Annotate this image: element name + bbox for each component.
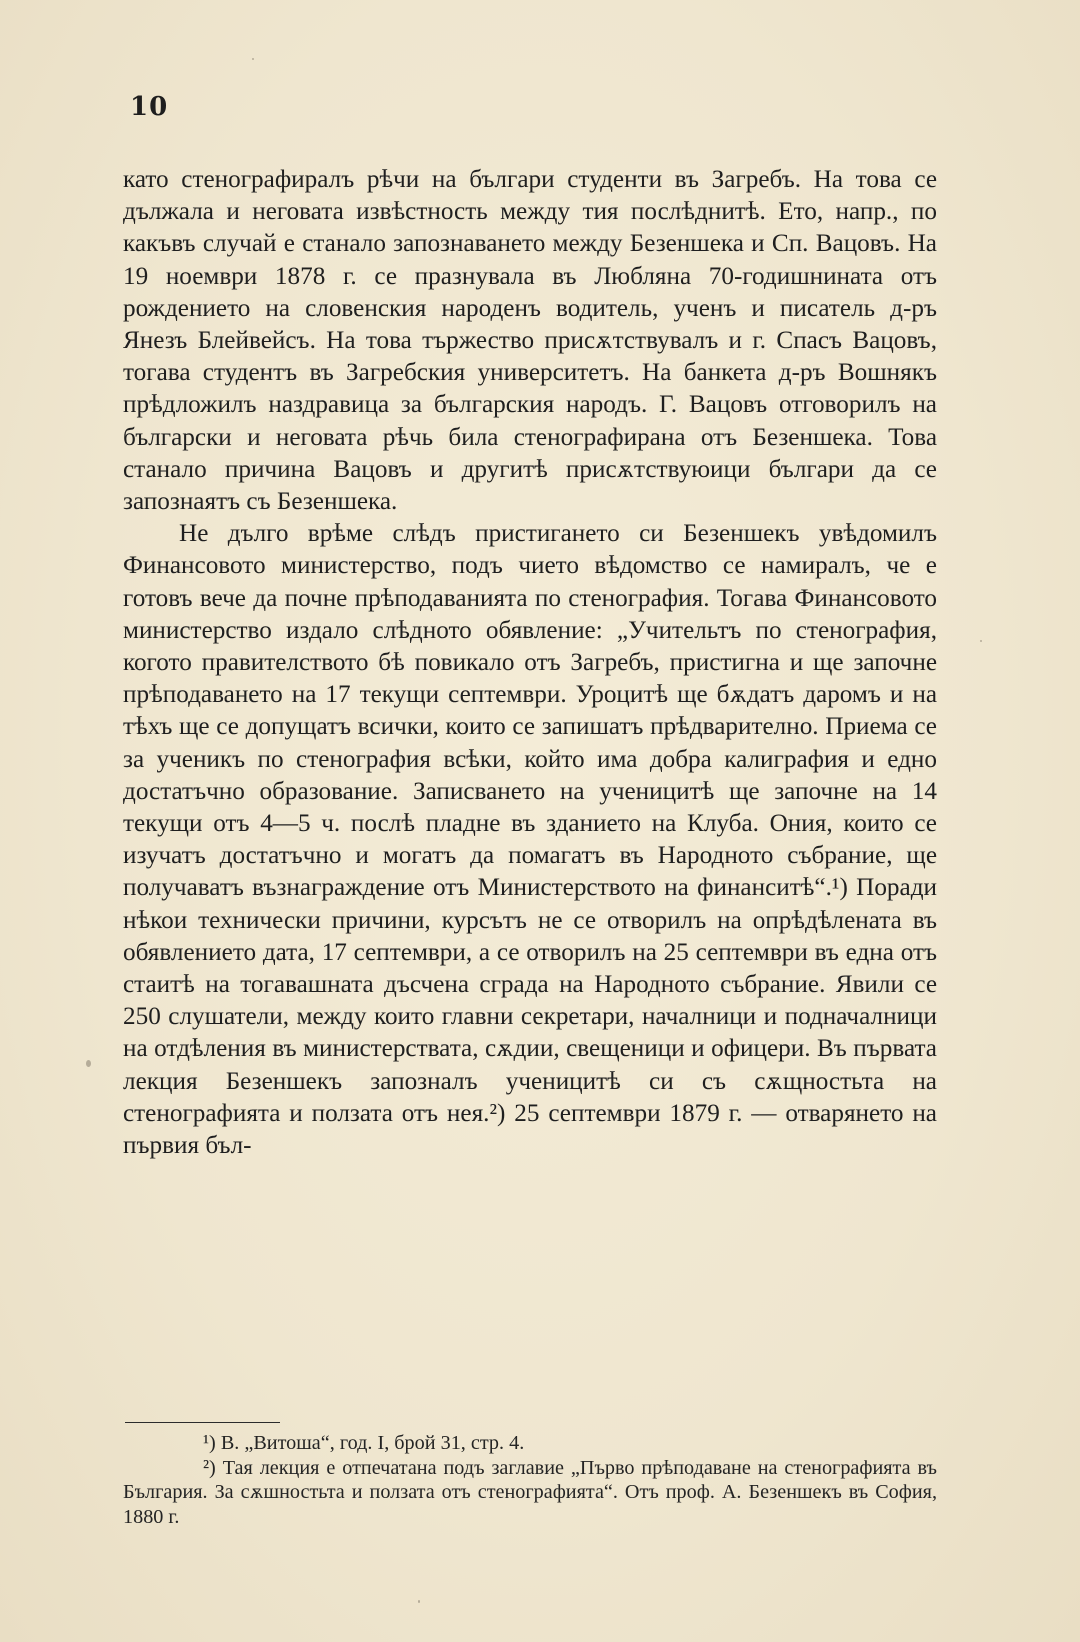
paper-speck [86, 1060, 91, 1067]
paragraph: Не дълго врѣме слѣдъ пристигането си Безеншекъ увѣдомилъ Финансовото министерство, подъ чието вѣдомство се намиралъ, че е готовъ вече да почне прѣподаванията по стенография. Тогава Финансовото министерство издало слѣдното обявление: „Учительтъ по стенография, когото правителството бѣ повикало отъ Загребъ, пристигна и ще започне прѣподаването на 17 текущи септември. Уроцитѣ ще бѫдатъ даромъ и на тѣхъ ще се допущатъ всички, които се запишатъ прѣдварително. Приема се за ученикъ по стенография всѣки, който има добра калиграфия и едно достатъчно образование. Записването на ученицитѣ ще започне на 14 текущи отъ 4—5 ч. послѣ пладне въ зданието на Клуба. Ония, които се изучатъ достатъчно и могатъ да помагатъ въ Народното събрание, ще получаватъ възнаграждение отъ Министерството на финанситѣ“.¹) Поради нѣкои технически причини, курсътъ не се отворилъ на опрѣдѣлената въ обявлението дата, 17 септември, а се отворилъ на 25 септември въ една отъ стаитѣ на тогавашната дъсчена сграда на Народното събрание. Явили се 250 слушатели, между които главни секретари, началници и подначалници на отдѣления въ министерствата, сѫдии, свещеници и офицери. Въ първата лекция Безеншекъ запозналъ ученицитѣ си съ сѫщностьта на стенографията и ползата отъ нея.²) 25 септември 1879 г. — отварянето на първия бъл- [123, 520, 937, 1160]
footnote: ¹) В. „Витоша“, год. I, брой 31, стр. 4. [203, 1432, 525, 1454]
footnote-divider [125, 1422, 280, 1423]
page-number: 10 [130, 92, 169, 122]
footnotes [123, 1431, 937, 1529]
paper-speck [252, 58, 254, 60]
paper-speck [980, 640, 982, 642]
paper-speck [418, 1600, 420, 1603]
paragraph: като стенографиралъ рѣчи на българи студенти въ Загребъ. На това се дължала и неговата извѣстность между тия послѣднитѣ. Ето, напр., по какъвъ случай е станало запознаването между Безеншека и Сп. Вацовъ. На 19 ноември 1878 г. се празнувала въ Любляна 70-годишнината отъ рождението на словенския народенъ водитель, ученъ и писатель д-ръ Янезъ Блейвейсъ. На това тържество присѫтствувалъ и г. Спасъ Вацовъ, тогава студентъ въ Загребския университетъ. На банкета д-ръ Вошнякъ прѣдложилъ наздравица за българския народъ. Г. Вацовъ отговорилъ на български и неговата рѣчь била стенографирана отъ Безеншека. Това станало причина Вацовъ и другитѣ присѫтствуюици българи да се запознаятъ съ Безеншека. [123, 166, 937, 516]
footnote: ²) Тая лекция е отпечатана подъ заглавие „Първо прѣподаване на стенографията въ България. За сѫшностьта и ползата отъ стенографията“. Отъ проф. А. Безеншекъ въ София, 1880 г. [123, 1456, 937, 1528]
body-text [123, 164, 937, 1162]
